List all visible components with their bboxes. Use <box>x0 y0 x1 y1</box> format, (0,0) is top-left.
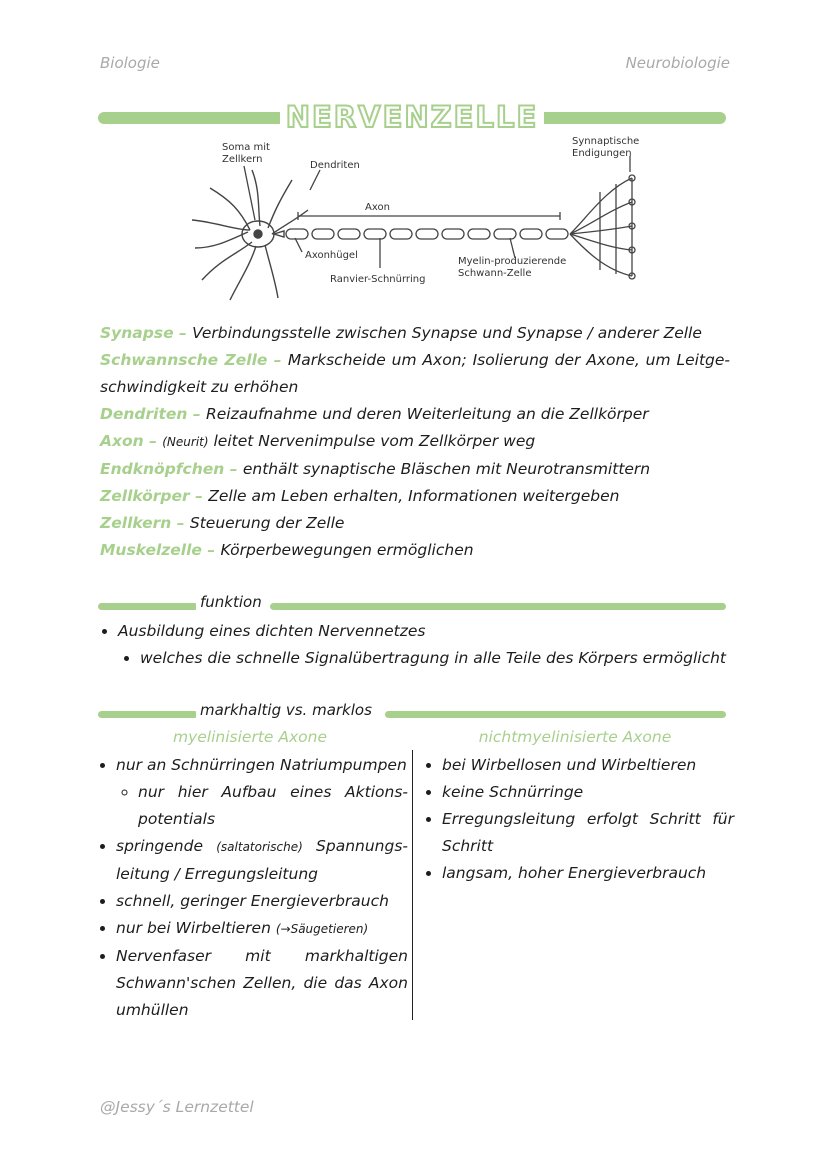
list-item: • bei Wirbellosen und Wirbeltieren <box>442 752 734 779</box>
neuron-diagram <box>180 130 650 310</box>
definition-row: Dendriten – Reizaufnahme und deren Weiterleitung an die Zellkörper <box>100 405 649 423</box>
label-myelin-1: Myelin-produzierende <box>458 256 567 267</box>
page-title: NERVENZELLE <box>98 100 726 134</box>
section-vergleich-header: markhaltig vs. marklos <box>98 705 728 725</box>
footer-credit: @Jessy´s Lernzettel <box>100 1098 254 1116</box>
label-dendriten: Dendriten <box>310 160 360 171</box>
title-banner <box>98 100 726 134</box>
list-item: • Erregungsleitung erfolgt Schritt für Schritt <box>442 806 734 860</box>
list-item: • schnell, geringer Energieverbrauch <box>116 888 408 915</box>
label-ranvier: Ranvier-Schnürring <box>330 274 426 285</box>
right-column-title: nichtmyelinisierte Axone <box>478 728 672 746</box>
label-axonhuegel: Axonhügel <box>305 250 358 261</box>
left-column-title: myelinisierte Axone <box>172 728 327 746</box>
label-axon: Axon <box>365 202 390 213</box>
definitions-list <box>100 320 730 564</box>
column-divider <box>412 750 413 1020</box>
definition-row: Endknöpfchen – enthält synaptische Bläschen mit Neurotransmittern <box>100 460 651 478</box>
section-funktion-header: funktion <box>98 597 728 617</box>
list-item: • nur bei Wirbeltieren (→Säugetieren) <box>116 915 408 943</box>
list-item: • Ausbildung eines dichten Nervennetzes <box>118 618 738 645</box>
neuron-drawing <box>192 170 308 300</box>
label-myelin-2: Schwann-Zelle <box>458 268 532 279</box>
definition-row: Schwannsche Zelle – Markscheide um Axon; Isolierung der Axone, um Leitge-schwindigkeit zu erhöhen <box>100 351 731 396</box>
label-soma-1: Soma mit <box>222 142 270 153</box>
list-item: • Nervenfaser mit markhaltigen Schwann'schen Zellen, die das Axon umhüllen <box>116 943 408 1024</box>
header-topic: Neurobiologie <box>625 54 730 72</box>
label-synaptisch-2: Endigungen <box>572 148 632 159</box>
list-item: • welches die schnelle Signalübertragung in alle Teile des Körpers ermöglicht <box>140 645 738 672</box>
list-item: • keine Schnürringe <box>442 779 734 806</box>
definition-row: Muskelzelle – Körperbewegungen ermöglichen <box>100 541 474 559</box>
left-column-list <box>96 752 408 1024</box>
definition-row: Zellkern – Steuerung der Zelle <box>100 514 345 532</box>
funktion-list <box>98 618 738 672</box>
definition-row: Zellkörper – Zelle am Leben erhalten, Informationen weitergeben <box>100 487 620 505</box>
label-synaptisch-1: Synnaptische <box>572 136 640 147</box>
label-soma-2: Zellkern <box>222 154 263 165</box>
header-subject: Biologie <box>100 54 160 72</box>
definition-row: Synapse – Verbindungsstelle zwischen Synapse und Synapse / anderer Zelle <box>100 324 702 342</box>
definition-row: Axon – (Neurit) leitet Nervenimpulse vom Zellkörper weg <box>100 432 536 450</box>
list-item: ◦ nur hier Aufbau eines Aktions-potentials <box>138 779 408 833</box>
axon-myelin <box>244 156 635 279</box>
right-column-list <box>422 752 734 887</box>
list-item: • nur an Schnürringen Natriumpumpen <box>116 752 408 779</box>
list-item: • langsam, hoher Energieverbrauch <box>442 860 734 887</box>
list-item: • springende (saltatorische) Spannungs-leitung / Erregungsleitung <box>116 833 408 888</box>
